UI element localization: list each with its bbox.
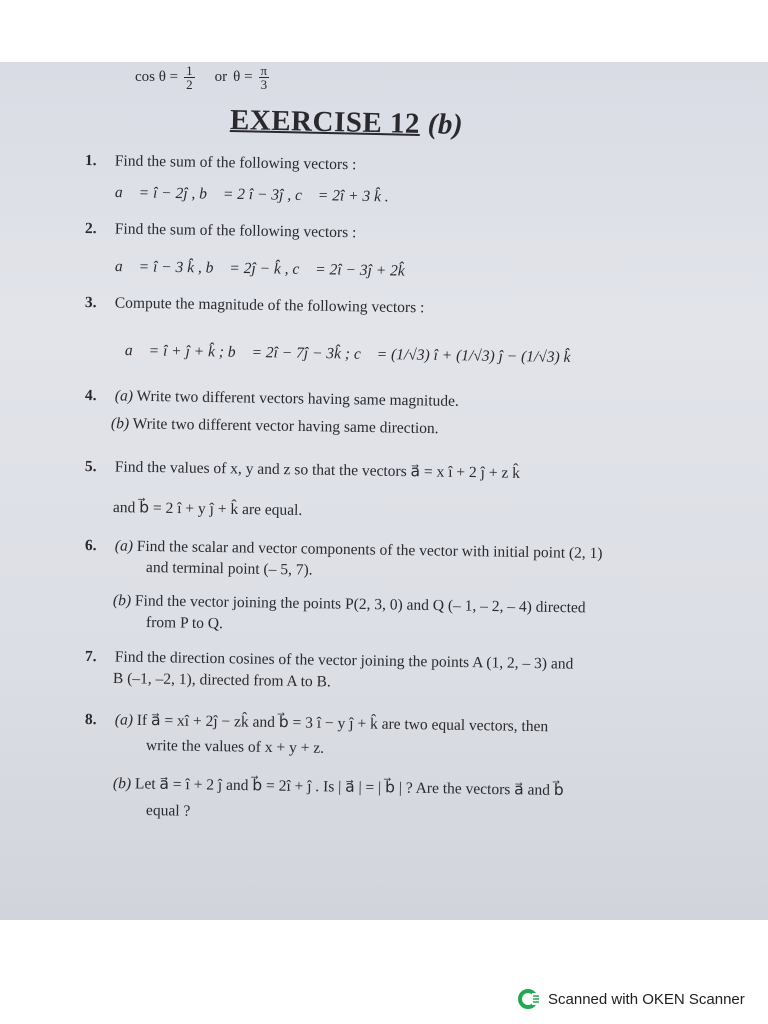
question-text: Compute the magnitude of the following vectors : — [114, 294, 425, 317]
subpart-label: (b) — [112, 592, 132, 610]
question-text: If a⃗ = xî + 2ĵ − zk̂ and b⃗ = 3 î − y ĵ + k̂ are two equal vectors, then — [136, 711, 549, 736]
question-number: 3. — [84, 294, 97, 312]
question-number: 5. — [84, 458, 97, 476]
fraction-pi-third — [259, 64, 270, 91]
scanner-watermark — [518, 988, 745, 1010]
question-6a-line2: and terminal point (– 5, 7). — [145, 559, 313, 579]
oken-scanner-logo-icon — [518, 988, 540, 1010]
question-5 — [85, 457, 520, 483]
question-2 — [85, 220, 357, 242]
question-text: Find the values of x, y and z so that the vectors a⃗ = x î + 2 ĵ + z k̂ — [114, 458, 521, 482]
or-label: or — [214, 69, 228, 85]
fraction-numerator: π — [260, 63, 268, 78]
subpart-label: (a) — [114, 537, 134, 555]
question-number: 7. — [84, 648, 97, 666]
subpart-label: (b) — [110, 415, 130, 433]
theta-label: θ = — [233, 69, 253, 85]
question-number: 2. — [84, 220, 97, 238]
question-text: Let a⃗ = î + 2 ĵ and b⃗ = 2î + ĵ . Is | a⃗ | = | b⃗ | ? Are the vectors a⃗ and b⃗ — [134, 775, 564, 800]
top-formula — [135, 64, 269, 91]
question-text: Write two different vector having same direction. — [132, 415, 439, 438]
question-8a — [85, 710, 548, 736]
question-text: Find the sum of the following vectors : — [114, 152, 357, 174]
question-1-equation: a⃗ = î − 2ĵ , b⃗ = 2 î − 3ĵ , c⃗ = 2î + 3 k̂ . — [114, 184, 389, 206]
question-2-equation: a⃗ = î − 3 k̂ , b⃗ = 2ĵ − k̂ , c⃗ = 2î − 3ĵ + 2k̂ — [114, 258, 405, 280]
question-4b — [111, 415, 439, 438]
question-number: 8. — [84, 711, 97, 729]
subpart-label: (a) — [114, 387, 134, 405]
subpart-label: (a) — [114, 711, 134, 729]
question-number: 1. — [84, 152, 97, 170]
question-number: 4. — [84, 387, 97, 405]
fraction-numerator: 1 — [186, 63, 193, 78]
question-8a-line2: write the values of x + y + z. — [145, 737, 325, 757]
question-text: Find the sum of the following vectors : — [114, 220, 357, 242]
question-number: 6. — [84, 537, 97, 555]
question-1 — [85, 152, 357, 174]
exercise-part: (b) — [427, 108, 464, 141]
question-8b-line2: equal ? — [145, 802, 191, 820]
fraction-denominator: 3 — [260, 77, 268, 92]
watermark-text: Scanned with OKEN Scanner — [548, 990, 745, 1008]
question-text: Find the direction cosines of the vector joining the points A (1, 2, – 3) and — [114, 648, 574, 673]
question-7-line2: B (–1, –2, 1), directed from A to B. — [112, 670, 331, 691]
question-6b-line2: from P to Q. — [145, 614, 224, 633]
question-text: Write two different vectors having same magnitude. — [136, 387, 460, 410]
question-8b — [113, 774, 564, 800]
question-4a — [85, 387, 459, 411]
fraction-denominator: 2 — [186, 77, 193, 92]
question-text: Find the vector joining the points P(2, 3, 0) and Q (– 1, – 2, – 4) directed — [134, 592, 586, 617]
scanned-page — [0, 62, 768, 920]
question-3 — [85, 294, 425, 317]
cos-label: cos θ = — [135, 69, 179, 85]
question-3-equation: a⃗ = î + ĵ + k̂ ; b⃗ = 2î − 7ĵ − 3k̂ ; c⃗ = (1/√3) î + (1/√3) ĵ − (1/√3) k̂ — [124, 342, 571, 366]
fraction-one-half — [184, 64, 195, 91]
exercise-heading: EXERCISE 12 — [229, 104, 421, 140]
subpart-label: (b) — [112, 775, 132, 793]
question-5-line2: and b⃗ = 2 î + y ĵ + k̂ are equal. — [112, 499, 303, 519]
exercise-title — [230, 104, 464, 142]
question-text: Find the scalar and vector components of the vector with initial point (2, 1) — [136, 537, 603, 563]
